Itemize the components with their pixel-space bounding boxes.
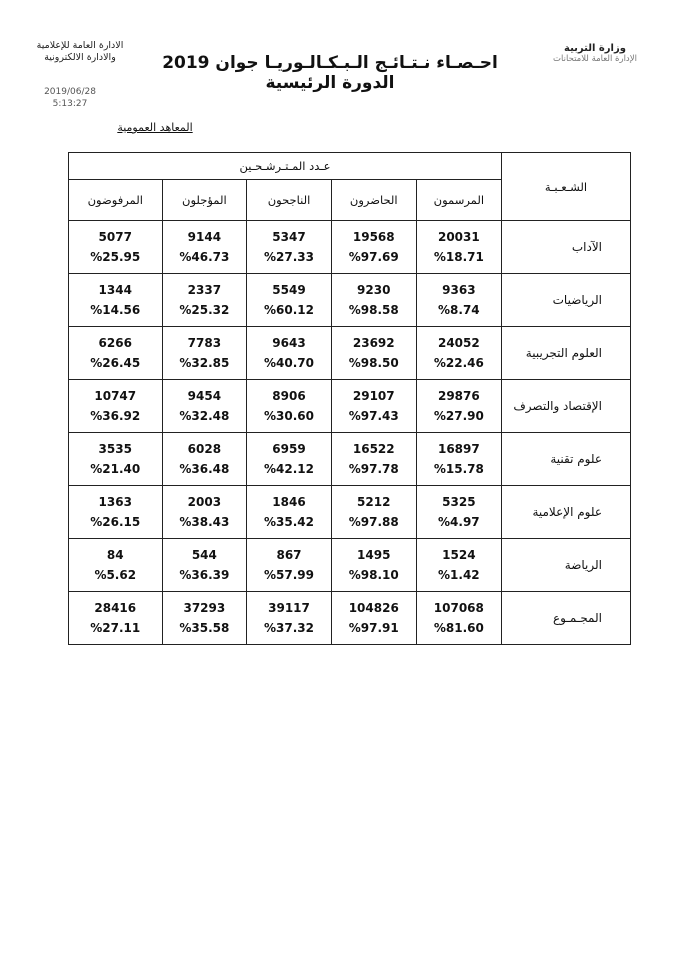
cell-count: 19568 (352, 230, 395, 244)
branch-name: الإقتصاد والتصرف (502, 380, 631, 433)
cell-percent: %27.90 (433, 409, 484, 423)
cell-percent: %21.40 (90, 462, 141, 476)
print-date: 2019/06/28 (44, 87, 96, 97)
cell-percent: %38.43 (179, 515, 230, 529)
ministry-header (520, 43, 670, 64)
cell-rejected (69, 221, 163, 274)
cell-registered (416, 380, 501, 433)
cell-rejected (69, 486, 163, 539)
table-row (69, 221, 631, 274)
cell-present (331, 380, 416, 433)
cell-percent: %32.85 (179, 356, 230, 370)
cell-passed (247, 274, 332, 327)
branch-name: المجـمـوع (502, 592, 631, 645)
cell-deferred (162, 433, 247, 486)
cell-percent: %22.46 (433, 356, 484, 370)
cell-percent: %36.39 (179, 568, 230, 582)
cell-count: 104826 (348, 601, 399, 615)
cell-percent: %14.56 (90, 303, 141, 317)
cell-registered (416, 539, 501, 592)
cell-rejected (69, 327, 163, 380)
cell-passed (247, 539, 332, 592)
cell-count: 5077 (98, 230, 132, 244)
cell-count: 867 (276, 548, 302, 562)
cell-passed (247, 327, 332, 380)
cell-present (331, 539, 416, 592)
print-timestamp (30, 86, 110, 110)
cell-percent: %36.48 (179, 462, 230, 476)
cell-percent: %42.12 (264, 462, 314, 476)
ministry-department: الإدارة العامة للامتحانات (553, 54, 637, 64)
cell-count: 24052 (437, 336, 480, 350)
cell-registered (416, 221, 501, 274)
cell-percent: %97.69 (348, 250, 399, 264)
cell-deferred (162, 539, 247, 592)
branch-name: الآداب (502, 221, 631, 274)
cell-deferred (162, 380, 247, 433)
cell-deferred (162, 327, 247, 380)
cell-percent: %36.92 (90, 409, 141, 423)
cell-percent: %25.32 (179, 303, 230, 317)
title-line1: احـصـاء نـتـائـج الـبـكـالـوريـا جوان 2019 (162, 53, 498, 73)
cell-present (331, 433, 416, 486)
cell-rejected (69, 592, 163, 645)
table-row (69, 433, 631, 486)
cell-count: 3535 (98, 442, 132, 456)
cell-count: 37293 (183, 601, 226, 615)
cell-rejected (69, 433, 163, 486)
cell-count: 1524 (442, 548, 476, 562)
cell-rejected (69, 380, 163, 433)
cell-percent: %97.43 (348, 409, 399, 423)
cell-present (331, 221, 416, 274)
cell-percent: %35.58 (179, 621, 230, 635)
cell-registered (416, 274, 501, 327)
cell-count: 5347 (272, 230, 306, 244)
branch-name: العلوم التجريبية (502, 327, 631, 380)
table-row (69, 327, 631, 380)
left-department-header (20, 40, 140, 64)
cell-deferred (162, 274, 247, 327)
cell-count: 5549 (272, 283, 306, 297)
cell-passed (247, 380, 332, 433)
cell-count: 7783 (187, 336, 222, 350)
col-rejected: المرفوضون (69, 180, 163, 221)
header-row-group (69, 153, 631, 180)
branch-name: علوم الإعلامية (502, 486, 631, 539)
cell-count: 23692 (352, 336, 395, 350)
cell-percent: %40.70 (264, 356, 314, 370)
cell-count: 39117 (268, 601, 310, 615)
cell-count: 9230 (357, 283, 391, 297)
cell-present (331, 592, 416, 645)
cell-count: 29107 (352, 389, 395, 403)
table-row (69, 486, 631, 539)
cell-percent: %46.73 (179, 250, 230, 264)
cell-percent: %30.60 (264, 409, 314, 423)
cell-percent: %98.58 (348, 303, 399, 317)
cell-count: 1846 (272, 495, 306, 509)
cell-registered (416, 592, 501, 645)
cell-percent: %37.32 (264, 621, 314, 635)
results-table (68, 152, 631, 645)
cell-registered (416, 327, 501, 380)
cell-count: 28416 (94, 601, 137, 615)
cell-percent: %98.10 (348, 568, 399, 582)
table-row (69, 380, 631, 433)
col-passed: الناجحون (247, 180, 332, 221)
cell-percent: %8.74 (438, 303, 480, 317)
cell-count: 5325 (442, 495, 476, 509)
cell-percent: %57.99 (264, 568, 314, 582)
cell-percent: %4.97 (438, 515, 480, 529)
cell-deferred (162, 486, 247, 539)
col-deferred: المؤجلون (162, 180, 247, 221)
cell-percent: %32.48 (179, 409, 230, 423)
cell-present (331, 274, 416, 327)
cell-percent: %27.33 (264, 250, 314, 264)
total-row (69, 592, 631, 645)
cell-rejected (69, 539, 163, 592)
cell-deferred (162, 592, 247, 645)
cell-percent: %97.91 (348, 621, 399, 635)
cell-percent: %27.11 (90, 621, 141, 635)
cell-percent: %18.71 (433, 250, 484, 264)
cell-count: 20031 (437, 230, 480, 244)
title-line2: الدورة الرئيسية (265, 73, 395, 93)
cell-percent: %97.88 (348, 515, 399, 529)
cell-count: 9454 (187, 389, 222, 403)
ministry-name: وزارة التربية (564, 43, 626, 54)
cell-percent: %15.78 (433, 462, 484, 476)
cell-count: 16522 (352, 442, 395, 456)
cell-percent: %1.42 (438, 568, 480, 582)
cell-percent: %26.15 (90, 515, 141, 529)
cell-count: 10747 (94, 389, 137, 403)
branch-name: الرياضة (502, 539, 631, 592)
cell-percent: %25.95 (90, 250, 141, 264)
cell-registered (416, 433, 501, 486)
cell-count: 8906 (272, 389, 306, 403)
cell-count: 6266 (98, 336, 132, 350)
cell-count: 6959 (272, 442, 306, 456)
cell-count: 9363 (442, 283, 476, 297)
table-row (69, 274, 631, 327)
cell-present (331, 327, 416, 380)
left-dept-line2: والادارة الالكترونية (44, 52, 116, 63)
cell-percent: %26.45 (90, 356, 141, 370)
cell-count: 1495 (357, 548, 391, 562)
cell-percent: %81.60 (433, 621, 484, 635)
cell-count: 544 (191, 548, 217, 562)
cell-passed (247, 592, 332, 645)
col-present: الحاضرون (331, 180, 416, 221)
cell-count: 5212 (357, 495, 391, 509)
cell-count: 29876 (437, 389, 480, 403)
print-time: 5:13:27 (52, 99, 88, 109)
cell-percent: %60.12 (264, 303, 314, 317)
branch-header: الشـعـبـة (502, 153, 631, 221)
left-dept-line1: الادارة العامة للإعلامية (36, 40, 124, 51)
cell-passed (247, 486, 332, 539)
cell-passed (247, 221, 332, 274)
cell-registered (416, 486, 501, 539)
table-row (69, 539, 631, 592)
cell-rejected (69, 274, 163, 327)
cell-count: 107068 (433, 601, 484, 615)
document-title (160, 53, 500, 93)
candidates-group-header: عـدد المـتـرشـحـين (69, 153, 502, 180)
institution-type: المعاهد العمومية (117, 121, 193, 134)
cell-count: 1344 (98, 283, 132, 297)
cell-percent: %97.78 (348, 462, 399, 476)
cell-percent: %98.50 (348, 356, 399, 370)
col-registered: المرسمون (416, 180, 501, 221)
cell-count: 9144 (187, 230, 222, 244)
cell-count: 16897 (437, 442, 480, 456)
branch-name: الرياضيات (502, 274, 631, 327)
cell-count: 9643 (272, 336, 306, 350)
cell-count: 2337 (187, 283, 222, 297)
cell-deferred (162, 221, 247, 274)
cell-count: 6028 (187, 442, 222, 456)
branch-name: علوم تقنية (502, 433, 631, 486)
cell-count: 2003 (187, 495, 222, 509)
cell-count: 84 (106, 548, 124, 562)
cell-percent: %35.42 (264, 515, 314, 529)
cell-percent: %5.62 (94, 568, 137, 582)
cell-count: 1363 (98, 495, 132, 509)
cell-present (331, 486, 416, 539)
cell-passed (247, 433, 332, 486)
